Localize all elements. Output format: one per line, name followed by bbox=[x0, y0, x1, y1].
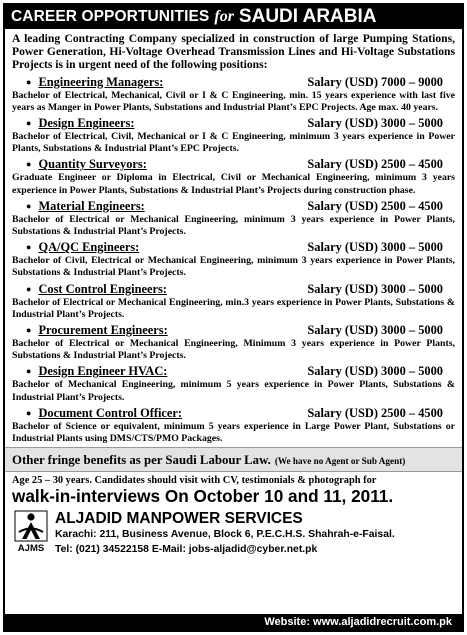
job-title: Document Control Officer: bbox=[38, 405, 183, 420]
bullet-icon: ● bbox=[26, 200, 32, 211]
company-name: ALJADID MANPOWER SERVICES bbox=[55, 510, 303, 528]
job-item bbox=[12, 199, 455, 238]
job-item bbox=[12, 406, 455, 445]
job-item bbox=[12, 323, 455, 362]
job-title: Procurement Engineers: bbox=[38, 323, 168, 338]
job-description: Graduate Engineer or Diploma in Electrical, Civil or Mechanical Engineering, minimum 3 years experience in Power Plants, Substations & Industrial Plant’s Projects during construction phase. bbox=[12, 172, 455, 196]
job-description: Bachelor of Electrical, Mechanical, Civil or I & C Engineering, min. 15 years experience with last five years as Manger in Power Plants, Substations and Industrial Plant’s EPC Projects. Age max. 40 years. bbox=[12, 89, 455, 113]
job-salary: Salary (USD) 2500 – 4500 bbox=[307, 405, 443, 420]
header-for: for bbox=[214, 8, 234, 25]
bullet-icon: ● bbox=[26, 407, 32, 418]
company-contact: Tel: (021) 34522158 E-Mail: jobs-aljadid@cyber.net.pk bbox=[55, 543, 318, 555]
job-salary: Salary (USD) 3000 – 5000 bbox=[307, 240, 443, 255]
job-title: Design Engineers: bbox=[38, 116, 135, 131]
job-description: Bachelor of Civil, Electrical or Mechanical Engineering, minimum 3 years experience in Power Plants, Substations & Industrial Plant’s Projects. bbox=[12, 255, 455, 279]
job-salary: Salary (USD) 3000 – 5000 bbox=[307, 323, 443, 338]
no-agent-note: (We have no Agent or Sub Agent) bbox=[274, 456, 406, 467]
benefits-text: Other fringe benefits as per Saudi Labour Law. bbox=[12, 453, 271, 468]
logo-icon bbox=[14, 510, 48, 542]
job-salary: Salary (USD) 3000 – 5000 bbox=[307, 116, 443, 131]
job-salary: Salary (USD) 7000 – 9000 bbox=[307, 74, 443, 89]
company-info bbox=[55, 510, 395, 556]
job-title: Material Engineers: bbox=[38, 198, 145, 213]
bullet-icon: ● bbox=[26, 118, 32, 129]
job-description: Bachelor of Science or equivalent, minimum 5 years experience in Large Power Plant, Substations or Industrial Plants using DMS/CTS/PMO Packages. bbox=[12, 420, 455, 445]
job-salary: Salary (USD) 2500 – 4500 bbox=[307, 157, 443, 172]
bullet-icon: ● bbox=[26, 283, 32, 294]
job-description: Bachelor of Electrical or Mechanical Engineering, Minimum 3 years experience in Power Plants, Substations & Industrial Plant’s Projects. bbox=[12, 338, 455, 362]
intro-paragraph: A leading Contracting Company specialized in construction of large Pumping Stations, Power Generation, Hi-Voltage Overhead Transmission Lines and Hi-Voltage Substations Projects is in urgent need of the following positions: bbox=[12, 32, 455, 72]
job-description: Bachelor of Electrical, Civil, Mechanical or I & C Engineering, minimum 3 years experience in Power Plants, Substations & Industrial Plant’s EPC Projects. bbox=[12, 131, 455, 155]
job-description: Bachelor of Electrical or Mechanical Engineering, min.3 years experience in Power Plants, Substations & Industrial Plant’s Projects. bbox=[12, 296, 455, 320]
job-item bbox=[12, 157, 455, 196]
job-advertisement bbox=[3, 3, 464, 632]
header-country: SAUDI ARABIA bbox=[238, 6, 377, 27]
job-item bbox=[12, 240, 455, 279]
header-bar bbox=[5, 5, 462, 29]
job-title: Design Engineer HVAC: bbox=[38, 364, 168, 379]
job-title: Quantity Surveyors: bbox=[38, 157, 147, 172]
job-description: Bachelor of Mechanical Engineering, minimum 5 years experience in Power Plants, Substations & Industrial Plant’s Projects. bbox=[12, 379, 455, 403]
job-title: Cost Control Engineers: bbox=[38, 281, 167, 296]
job-title: Engineering Managers: bbox=[38, 74, 164, 89]
job-salary: Salary (USD) 3000 – 5000 bbox=[307, 364, 443, 379]
job-item bbox=[12, 282, 455, 321]
company-logo bbox=[11, 510, 51, 556]
job-salary: Salary (USD) 2500 – 4500 bbox=[307, 198, 443, 213]
bullet-icon: ● bbox=[26, 159, 32, 170]
job-description: Bachelor of Electrical or Mechanical Engineering, minimum 3 years experience in Power Plants, Substations & Industrial Plant’s Projects. bbox=[12, 213, 455, 238]
job-item bbox=[12, 364, 455, 403]
age-requirement: Age 25 – 30 years. Candidates should visit with CV, testimonials & photograph for bbox=[12, 475, 377, 487]
job-list bbox=[5, 75, 462, 446]
job-item bbox=[12, 75, 455, 114]
company-block bbox=[5, 506, 462, 556]
header-title: CAREER OPPORTUNITIES bbox=[11, 8, 210, 25]
website-bar: Website: www.aljadidrecruit.com.pk bbox=[5, 614, 462, 630]
logo-label: AJMS bbox=[17, 543, 45, 555]
job-title: QA/QC Engineers: bbox=[38, 240, 140, 255]
bullet-icon: ● bbox=[26, 76, 32, 87]
company-address: Karachi: 211, Business Avenue, Block 6, P.E.C.H.S. Shahrah-e-Faisal. bbox=[55, 529, 395, 541]
bullet-icon: ● bbox=[26, 366, 32, 377]
bullet-icon: ● bbox=[26, 325, 32, 336]
benefits-banner bbox=[5, 447, 462, 472]
walk-in-dates: walk-in-interviews On October 10 and 11, 2011. bbox=[12, 486, 394, 507]
job-item bbox=[12, 116, 455, 155]
bullet-icon: ● bbox=[26, 242, 32, 253]
job-salary: Salary (USD) 3000 – 5000 bbox=[307, 281, 443, 296]
